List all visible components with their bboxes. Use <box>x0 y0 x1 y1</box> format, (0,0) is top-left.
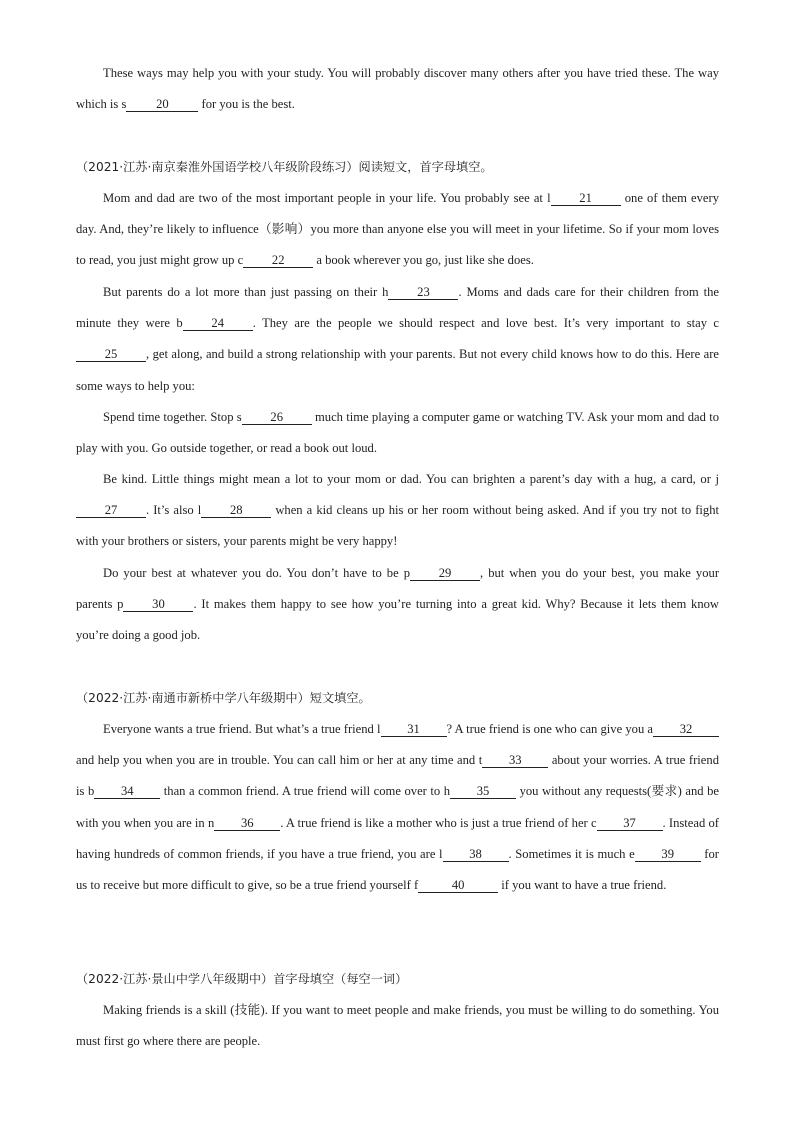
text-run: Be kind. Little things might mean a lot to your mom or dad. You can brighten a parent’s day with a hug, a card, or j <box>103 472 719 486</box>
text-run: ? A true friend is one who can give you a <box>446 722 654 736</box>
text-run: , get along, and build a strong relationship with your parents. But not every child knows how to do this. Here are some ways to help you: <box>76 347 719 393</box>
text-run: Making friends is a skill (技能). If you want to meet people and make friends, you must be willing to do something. You must first go where there are people. <box>76 1003 719 1049</box>
paragraph <box>76 277 719 402</box>
text-run: when a kid cleans up his or her room without being asked. And if you try not to fight with your brothers or sisters, your parents might be very happy! <box>76 503 719 549</box>
paragraph <box>76 464 719 558</box>
paragraph <box>76 183 719 277</box>
text-run: about your worries. A true friend is b <box>76 753 719 799</box>
blank-23[interactable]: 23 <box>388 285 458 300</box>
blank-35[interactable]: 35 <box>450 784 516 799</box>
paragraph <box>76 714 719 901</box>
text-run: Do your best at whatever you do. You don’t have to be p <box>103 566 411 580</box>
text-run: . Sometimes it is much e <box>508 846 635 861</box>
section-heading: （2022·江苏·南通市新桥中学八年级期中）短文填空。 <box>76 691 371 705</box>
paragraph <box>76 58 719 120</box>
section-heading: （2022·江苏·景山中学八年级期中）首字母填空（每空一词） <box>76 972 408 986</box>
blank-31[interactable]: 31 <box>381 722 447 737</box>
text-run: and help you when you are in trouble. You can call him or her at any time and t <box>76 753 483 768</box>
blank-36[interactable]: 36 <box>214 816 280 831</box>
blank-24[interactable]: 24 <box>183 316 253 331</box>
text-run: , but when you do your best, you make your parents p <box>76 566 720 612</box>
section-heading: （2021·江苏·南京秦淮外国语学校八年级阶段练习）阅读短文，首字母填空。 <box>76 160 493 174</box>
blank-33[interactable]: 33 <box>482 753 548 768</box>
text-run: These ways may help you with your study. You will probably discover many others after you have tried these. The way which is s <box>76 66 719 112</box>
text-run: . Moms and dads care for their children from the minute they were b <box>76 285 719 331</box>
blank-28[interactable]: 28 <box>201 503 271 518</box>
blank-20[interactable]: 20 <box>126 97 198 112</box>
text-run: . It’s also l <box>146 503 202 518</box>
blank-27[interactable]: 27 <box>76 503 146 518</box>
blank-32[interactable]: 32 <box>653 722 719 737</box>
text-run: you without any requests(要求) and be with you when you are in n <box>76 784 719 830</box>
text-run: Mom and dad are two of the most important people in your life. You probably see at l <box>103 191 551 205</box>
blank-39[interactable]: 39 <box>635 847 701 862</box>
text-run: than a common friend. A true friend will come over to h <box>160 784 451 799</box>
paragraph <box>76 558 719 652</box>
text-run: . It makes them happy to see how you’re turning into a great kid. Why? Because it lets them know you’re doing a good job. <box>76 597 720 643</box>
text-run: if you want to have a true friend. <box>498 878 667 893</box>
text-run: much time playing a computer game or watching TV. Ask your mom and dad to play with you. Go outside together, or read a book out loud. <box>76 410 719 456</box>
text-run: a book wherever you go, just like she does. <box>313 253 534 268</box>
blank-29[interactable]: 29 <box>410 566 480 581</box>
blank-40[interactable]: 40 <box>418 878 498 893</box>
text-run: But parents do a lot more than just passing on their h <box>103 285 389 299</box>
blank-34[interactable]: 34 <box>94 784 160 799</box>
text-run: Spend time together. Stop s <box>103 410 242 424</box>
paragraph <box>76 402 719 464</box>
text-run: . A true friend is like a mother who is just a true friend of her c <box>280 815 597 830</box>
blank-21[interactable]: 21 <box>551 191 621 206</box>
text-run: . Instead of having hundreds of common friends, if you have a true friend, you are l <box>76 815 719 861</box>
text-run: one of them every day. And, they’re likely to influence（影响）you more than anyone else you will meet in your lifetime. So if your mom loves to read, you just might grow up c <box>76 191 719 268</box>
blank-38[interactable]: 38 <box>443 847 509 862</box>
text-run: Everyone wants a true friend. But what’s a true friend l <box>103 722 381 736</box>
text-run: . They are the people we should respect and love best. It’s very important to stay c <box>252 316 720 331</box>
blank-26[interactable]: 26 <box>242 410 312 425</box>
blank-30[interactable]: 30 <box>123 597 193 612</box>
text-run: for us to receive but more difficult to give, so be a true friend yourself f <box>76 846 719 893</box>
blank-25[interactable]: 25 <box>76 347 146 362</box>
blank-22[interactable]: 22 <box>243 253 313 268</box>
paragraph <box>76 995 719 1057</box>
blank-37[interactable]: 37 <box>597 816 663 831</box>
text-run: for you is the best. <box>198 97 295 112</box>
